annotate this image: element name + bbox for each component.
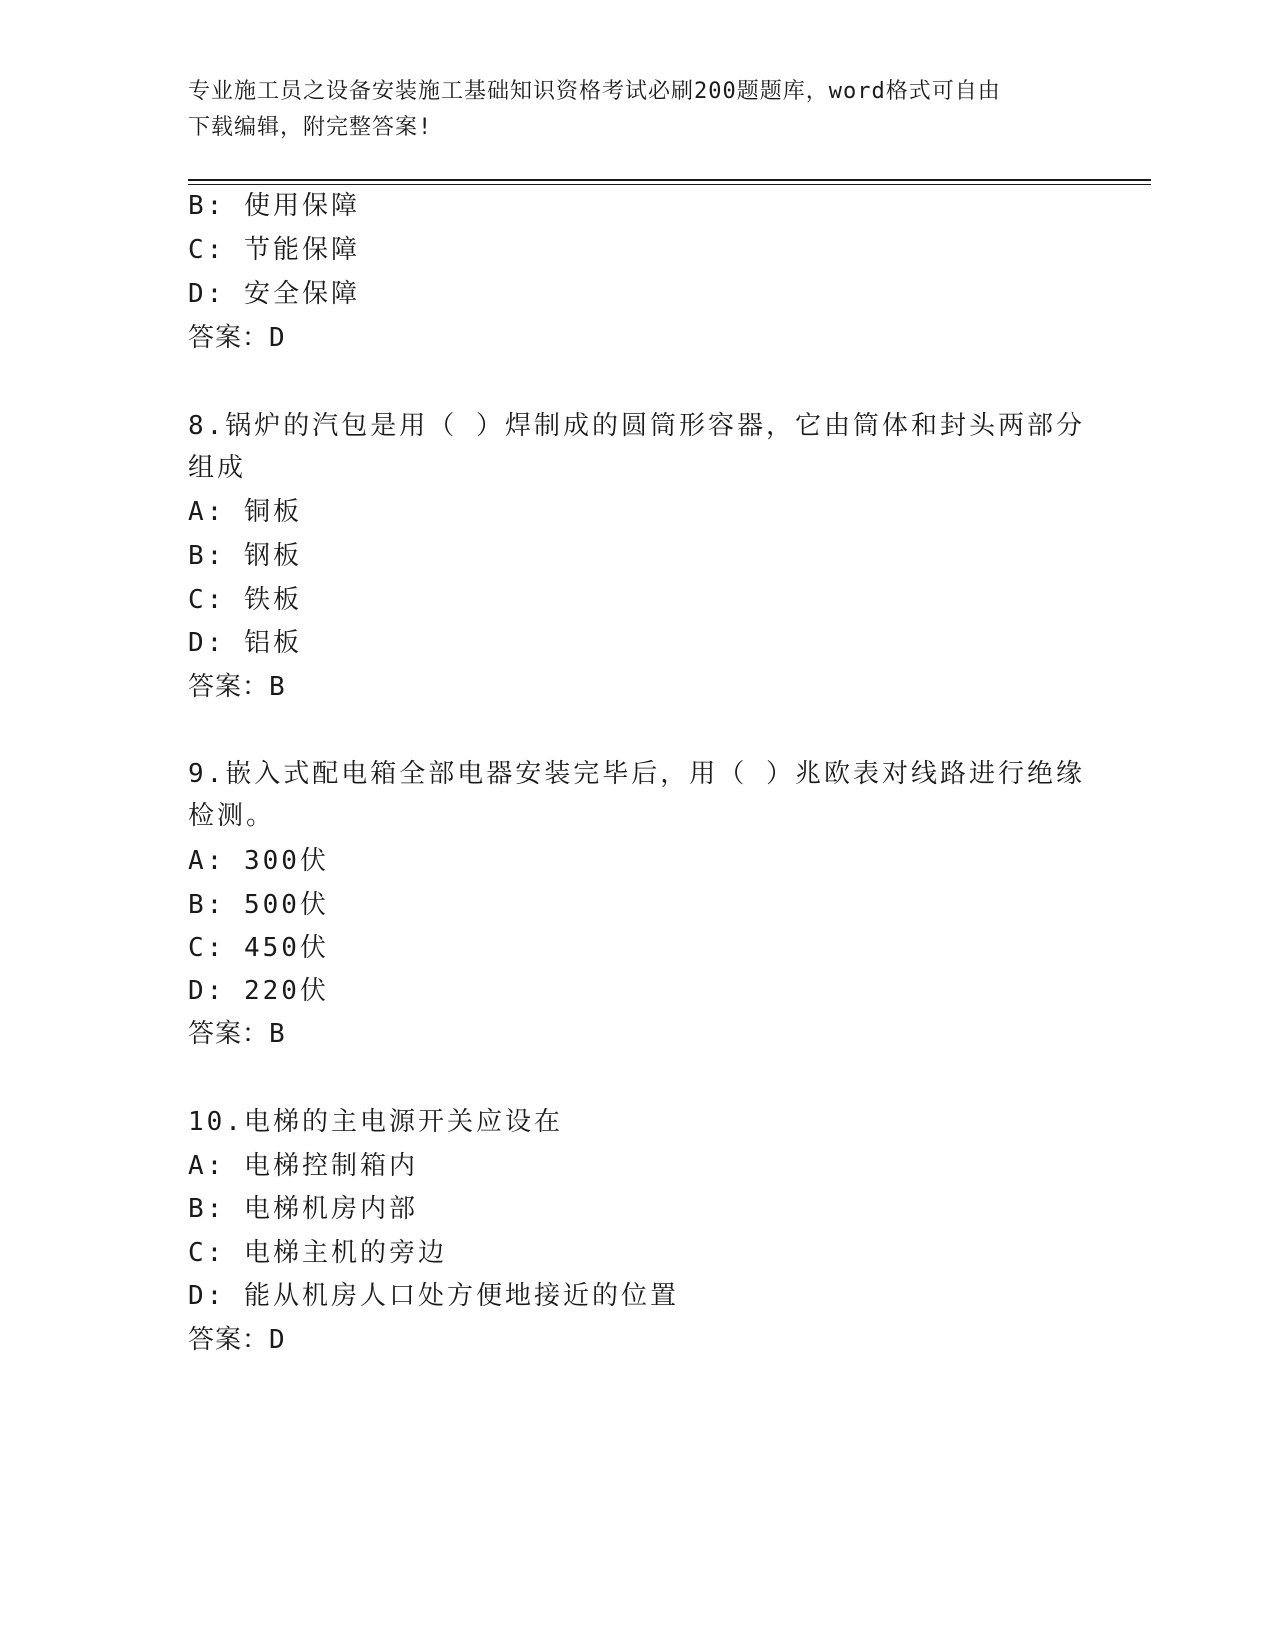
header-divider-thick <box>188 179 1151 181</box>
q10-option-b: B: 电梯机房内部 <box>188 1194 418 1224</box>
header-line-2: 下载编辑，附完整答案! <box>188 115 433 140</box>
q10-option-d: D: 能从机房人口处方便地接近的位置 <box>188 1281 679 1311</box>
q9-option-b: B: 500伏 <box>188 890 329 920</box>
q9-question-line-2: 检测。 <box>188 801 276 831</box>
q9-option-d: D: 220伏 <box>188 976 329 1006</box>
q7-option-d: D: 安全保障 <box>188 279 360 309</box>
q8-question-line-2: 组成 <box>188 453 247 483</box>
q8-option-c: C: 铁板 <box>188 585 302 615</box>
q10-option-c: C: 电梯主机的旁边 <box>188 1238 447 1268</box>
q9-question-line-1: 9.嵌入式配电箱全部电器安装完毕后，用（ ）兆欧表对线路进行绝缘 <box>188 759 1085 789</box>
q10-question-line-1: 10.电梯的主电源开关应设在 <box>188 1107 563 1137</box>
header-divider-thin <box>188 184 1151 185</box>
q10-option-a: A: 电梯控制箱内 <box>188 1151 418 1181</box>
q9-answer: 答案：B <box>188 1019 286 1049</box>
q9-option-a: A: 300伏 <box>188 846 329 876</box>
q8-answer: 答案：B <box>188 672 286 702</box>
q10-answer: 答案：D <box>188 1325 286 1355</box>
document-header <box>188 74 1068 146</box>
q7-option-c: C: 节能保障 <box>188 235 360 265</box>
header-line-1: 专业施工员之设备安装施工基础知识资格考试必刷200题题库，word格式可自由 <box>188 79 1001 104</box>
q9-option-c: C: 450伏 <box>188 933 329 963</box>
q8-question-line-1: 8.锅炉的汽包是用（ ）焊制成的圆筒形容器，它由筒体和封头两部分 <box>188 411 1085 441</box>
q7-option-b: B: 使用保障 <box>188 191 360 221</box>
q8-option-d: D: 铝板 <box>188 628 302 658</box>
q7-answer: 答案：D <box>188 323 286 353</box>
q8-option-a: A: 铜板 <box>188 497 302 527</box>
q8-option-b: B: 钢板 <box>188 541 302 571</box>
